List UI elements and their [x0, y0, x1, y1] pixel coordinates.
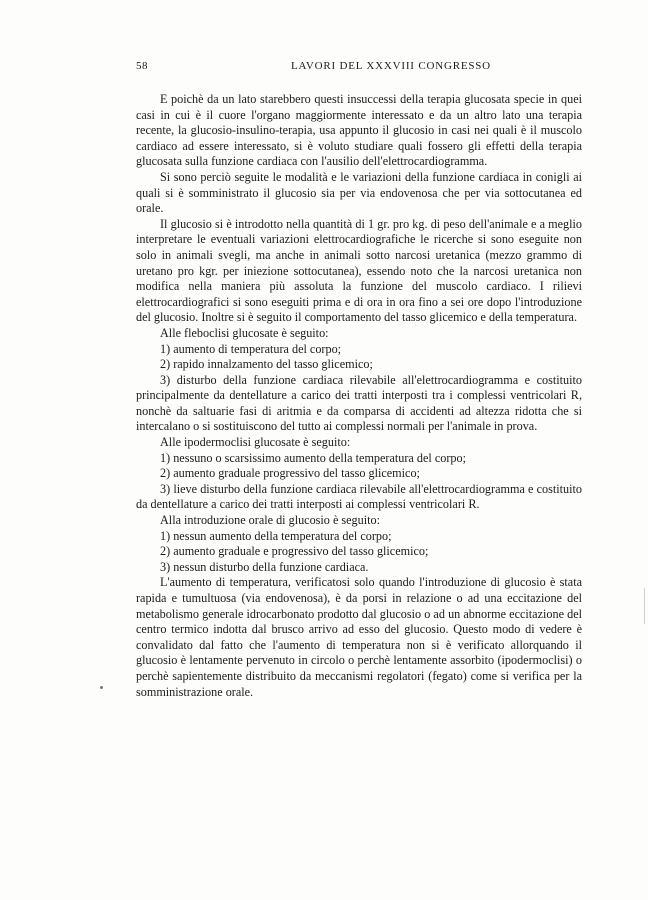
- list-item: 3) disturbo della funzione cardiaca rilevabile all'elettrocardiogramma e costituito principalmente da dentellature a carico dei tratti interposti tra i complessi ventricolari R, nonchè da saltuarie fasi di aritmia e da comparsa di accidenti ad altezza ridotta che si intercalano o si sostituiscono del tutto ai complessi normali per l'animale in prova.: [136, 372, 582, 434]
- paragraph: Alla introduzione orale di glucosio è seguito:: [160, 513, 380, 528]
- list-item: 2) aumento graduale progressivo del tasso glicemico;: [160, 466, 420, 481]
- list-item: 1) aumento di temperatura del corpo;: [160, 341, 342, 356]
- paragraph: L'aumento di temperatura, verificatosi solo quando l'introduzione di glucosio è stata rapida e tumultuosa (via endovenosa), è da porsi in relazione o ad una eccitazione del metabolismo generale idrocarbonato prodotto dal glucosio o ad un abnorme eccitazione del centro termico indotta dal brusco arrivo ad esso del glucosio. Questo modo di vedere è convalidato dal fatto che l'aumento di temperatura non si è verificato allorquando il glucosio è lentamente pervenuto in circolo o perchè lentamente assorbito (ipodermoclisi) o perchè sapientemente distribuito da meccanismi regolatori (fegato) come si verifica per la somministrazione orale.: [136, 575, 582, 699]
- paragraph: Alle ipodermoclisi glucosate è seguito:: [160, 435, 351, 450]
- body-text: [136, 92, 582, 700]
- paragraph: E poichè da un lato starebbero questi insuccessi della terapia glucosata specie in quei casi in cui è il cuore l'organo maggiormente interessato e da un altro lato una terapia recente, la glucosio-insulino-terapia, usa appunto il glucosio in casi nei quali è il muscolo cardiaco ad essere interessato, si è voluto studiare quali fossero gli effetti della terapia glucosata sulla funzione cardiaca con l'ausilio dell'elettrocardiogramma.: [136, 92, 582, 169]
- paragraph: Il glucosio si è introdotto nella quantità di 1 gr. pro kg. di peso dell'animale e a meglio interpretare le eventuali variazioni elettrocardiografiche le ricerche si sono eseguite non solo in animali svegli, ma anche in animali sotto narcosi uretanica (mezzo grammo di uretano pro kgr. per iniezione sottocutanea), essendo noto che la narcosi uretanica non modifica nella maniera più assoluta la funzione del muscolo cardiaco. I rilievi elettrocardiografici si sono eseguiti prima e di ora in ora fino a sei ore dopo l'introduzione del glucosio. Inoltre si è seguito il comportamento del tasso glicemico e della temperatura.: [136, 216, 582, 325]
- paragraph: Alle fleboclisi glucosate è seguito:: [160, 325, 329, 340]
- page-edge-shadow: [644, 588, 645, 624]
- running-title: LAVORI DEL XXXVIII CONGRESSO: [291, 60, 491, 72]
- page-number: 58: [136, 60, 148, 72]
- list-item: 3) lieve disturbo della funzione cardiaca rilevabile all'elettrocardiogramma e costituito da dentellature a carico dei tratti interposti ai complessi ventricolari R.: [136, 481, 582, 512]
- page-header: [136, 60, 582, 80]
- list-item: 1) nessun aumento della temperatura del corpo;: [160, 528, 392, 543]
- list-item: 3) nessun disturbo della funzione cardiaca.: [160, 559, 369, 574]
- paragraph: Si sono perciò seguite le modalità e le variazioni della funzione cardiaca in conigli ai quali si è somministrato il glucosio sia per via endovenosa che per via sottocutanea ed orale.: [136, 169, 582, 216]
- list-item: 2) rapido innalzamento del tasso glicemico;: [160, 357, 373, 372]
- list-item: 2) aumento graduale e progressivo del tasso glicemico;: [160, 544, 429, 559]
- list-item: 1) nessuno o scarsissimo aumento della temperatura del corpo;: [160, 450, 466, 465]
- stray-ink-mark: [100, 686, 103, 689]
